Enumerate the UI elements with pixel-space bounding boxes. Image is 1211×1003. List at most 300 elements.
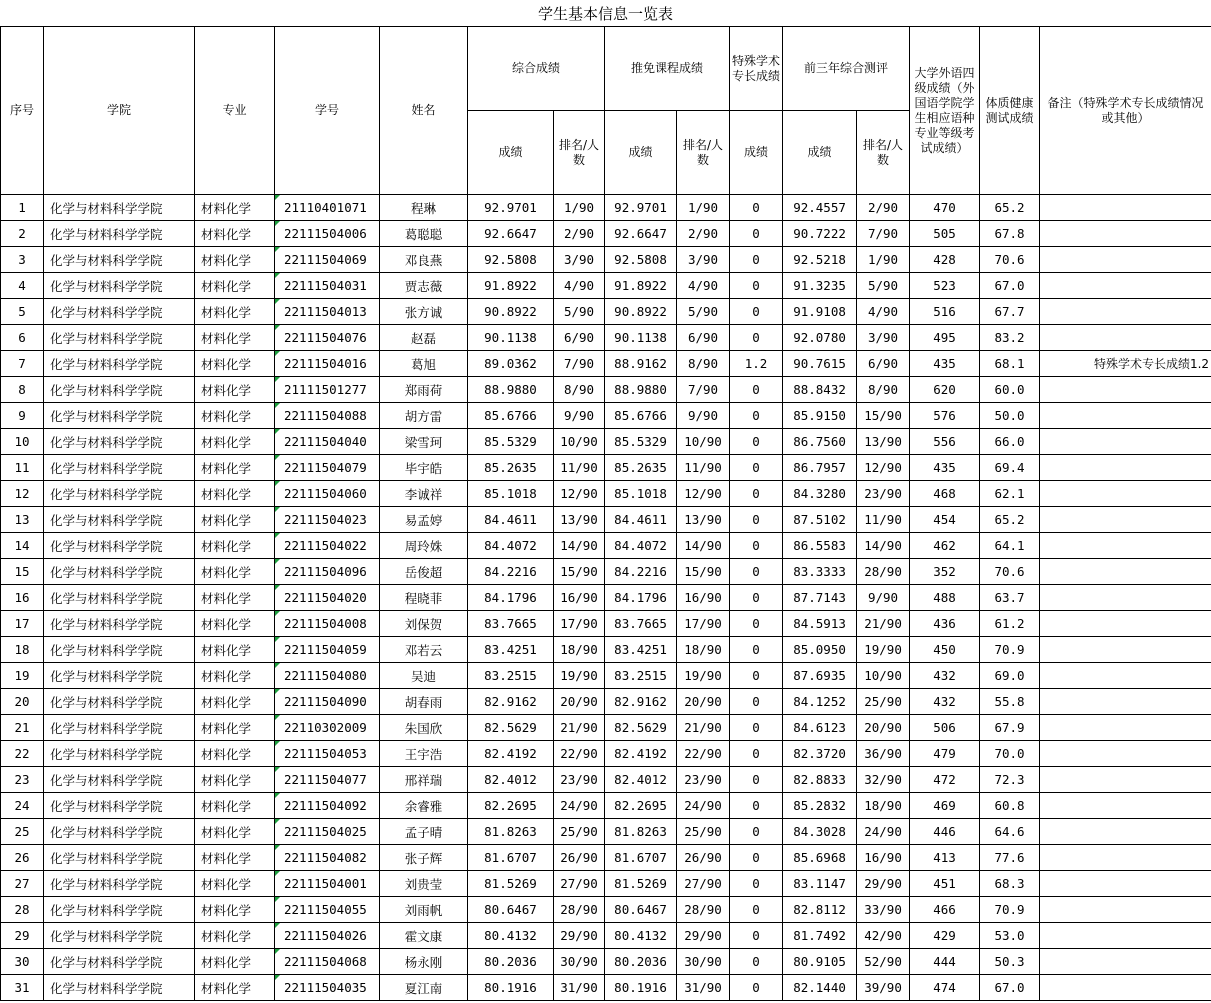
cet4-cell: 468	[910, 481, 980, 507]
name-cell: 胡方雷	[380, 403, 468, 429]
header-major: 专业	[195, 27, 275, 195]
seq-cell: 6	[1, 325, 44, 351]
three-year-score-cell: 83.3333	[783, 559, 857, 585]
special-score-cell: 0	[730, 299, 783, 325]
student-id-cell: 22111504020	[275, 585, 380, 611]
major-cell: 材料化学	[195, 429, 275, 455]
three-year-rank-cell: 8/90	[857, 377, 910, 403]
composite-rank-cell: 9/90	[554, 403, 605, 429]
composite-score-cell: 82.5629	[468, 715, 554, 741]
composite-score-cell: 80.1916	[468, 975, 554, 1001]
student-id-cell: 22111504069	[275, 247, 380, 273]
three-year-score-cell: 81.7492	[783, 923, 857, 949]
special-score-cell: 0	[730, 195, 783, 221]
composite-rank-cell: 27/90	[554, 871, 605, 897]
cet4-cell: 446	[910, 819, 980, 845]
student-id-cell: 21111501277	[275, 377, 380, 403]
table-row	[1, 221, 1211, 247]
student-id-cell: 22111504026	[275, 923, 380, 949]
three-year-score-cell: 82.8112	[783, 897, 857, 923]
table-row	[1, 429, 1211, 455]
composite-rank-cell: 3/90	[554, 247, 605, 273]
cet4-cell: 576	[910, 403, 980, 429]
student-id-cell: 22111504088	[275, 403, 380, 429]
major-cell: 材料化学	[195, 663, 275, 689]
three-year-rank-cell: 29/90	[857, 871, 910, 897]
health-cell: 67.7	[980, 299, 1040, 325]
major-cell: 材料化学	[195, 221, 275, 247]
header-three-year: 前三年综合测评	[783, 27, 910, 111]
three-year-rank-cell: 14/90	[857, 533, 910, 559]
college-cell: 化学与材料科学学院	[44, 897, 195, 923]
cet4-cell: 432	[910, 689, 980, 715]
three-year-score-cell: 88.8432	[783, 377, 857, 403]
recommended-rank-cell: 18/90	[677, 637, 730, 663]
three-year-rank-cell: 32/90	[857, 767, 910, 793]
major-cell: 材料化学	[195, 819, 275, 845]
cet4-cell: 451	[910, 871, 980, 897]
health-cell: 64.6	[980, 819, 1040, 845]
table-row	[1, 949, 1211, 975]
college-cell: 化学与材料科学学院	[44, 533, 195, 559]
college-cell: 化学与材料科学学院	[44, 663, 195, 689]
three-year-rank-cell: 42/90	[857, 923, 910, 949]
table-row	[1, 923, 1211, 949]
name-cell: 王宇浩	[380, 741, 468, 767]
table-row	[1, 975, 1211, 1001]
seq-cell: 1	[1, 195, 44, 221]
major-cell: 材料化学	[195, 949, 275, 975]
table-row	[1, 299, 1211, 325]
name-cell: 岳俊超	[380, 559, 468, 585]
college-cell: 化学与材料科学学院	[44, 403, 195, 429]
recommended-rank-cell: 3/90	[677, 247, 730, 273]
three-year-rank-cell: 20/90	[857, 715, 910, 741]
table-row	[1, 871, 1211, 897]
college-cell: 化学与材料科学学院	[44, 585, 195, 611]
three-year-score-cell: 84.6123	[783, 715, 857, 741]
student-id-cell: 22110302009	[275, 715, 380, 741]
table-row	[1, 637, 1211, 663]
three-year-rank-cell: 4/90	[857, 299, 910, 325]
remark-cell	[1040, 689, 1211, 715]
three-year-score-cell: 82.8833	[783, 767, 857, 793]
composite-rank-cell: 10/90	[554, 429, 605, 455]
student-id-cell: 22111504079	[275, 455, 380, 481]
table-row	[1, 481, 1211, 507]
composite-rank-cell: 29/90	[554, 923, 605, 949]
special-score-cell: 0	[730, 715, 783, 741]
recommended-score-cell: 82.4012	[605, 767, 677, 793]
three-year-score-cell: 85.0950	[783, 637, 857, 663]
remark-cell	[1040, 481, 1211, 507]
recommended-score-cell: 88.9880	[605, 377, 677, 403]
recommended-score-cell: 80.1916	[605, 975, 677, 1001]
health-cell: 69.0	[980, 663, 1040, 689]
composite-rank-cell: 6/90	[554, 325, 605, 351]
composite-score-cell: 83.2515	[468, 663, 554, 689]
header-seq: 序号	[1, 27, 44, 195]
remark-cell	[1040, 793, 1211, 819]
recommended-rank-cell: 25/90	[677, 819, 730, 845]
name-cell: 夏江南	[380, 975, 468, 1001]
recommended-score-cell: 81.6707	[605, 845, 677, 871]
major-cell: 材料化学	[195, 247, 275, 273]
remark-cell	[1040, 585, 1211, 611]
special-score-cell: 0	[730, 455, 783, 481]
recommended-score-cell: 84.1796	[605, 585, 677, 611]
health-cell: 67.9	[980, 715, 1040, 741]
header-remark: 备注（特殊学术专长成绩情况或其他）	[1040, 27, 1211, 195]
remark-cell	[1040, 195, 1211, 221]
student-id-cell: 22111504053	[275, 741, 380, 767]
remark-cell	[1040, 325, 1211, 351]
cet4-cell: 413	[910, 845, 980, 871]
composite-rank-cell: 28/90	[554, 897, 605, 923]
recommended-score-cell: 82.2695	[605, 793, 677, 819]
composite-score-cell: 92.6647	[468, 221, 554, 247]
name-cell: 邓良燕	[380, 247, 468, 273]
composite-rank-cell: 19/90	[554, 663, 605, 689]
recommended-score-cell: 92.9701	[605, 195, 677, 221]
recommended-rank-cell: 24/90	[677, 793, 730, 819]
student-id-cell: 22111504059	[275, 637, 380, 663]
major-cell: 材料化学	[195, 611, 275, 637]
special-score-cell: 0	[730, 221, 783, 247]
college-cell: 化学与材料科学学院	[44, 429, 195, 455]
major-cell: 材料化学	[195, 403, 275, 429]
three-year-rank-cell: 6/90	[857, 351, 910, 377]
three-year-score-cell: 84.3028	[783, 819, 857, 845]
seq-cell: 7	[1, 351, 44, 377]
major-cell: 材料化学	[195, 975, 275, 1001]
three-year-score-cell: 87.5102	[783, 507, 857, 533]
health-cell: 70.9	[980, 637, 1040, 663]
cet4-cell: 436	[910, 611, 980, 637]
student-id-cell: 22111504090	[275, 689, 380, 715]
recommended-rank-cell: 1/90	[677, 195, 730, 221]
three-year-rank-cell: 9/90	[857, 585, 910, 611]
student-id-cell: 22111504077	[275, 767, 380, 793]
health-cell: 61.2	[980, 611, 1040, 637]
recommended-score-cell: 80.2036	[605, 949, 677, 975]
recommended-score-cell: 85.5329	[605, 429, 677, 455]
recommended-score-cell: 80.6467	[605, 897, 677, 923]
header-three-year-rank: 排名/人数	[857, 111, 910, 195]
student-id-cell: 22111504096	[275, 559, 380, 585]
composite-score-cell: 85.2635	[468, 455, 554, 481]
composite-score-cell: 82.4192	[468, 741, 554, 767]
composite-rank-cell: 12/90	[554, 481, 605, 507]
college-cell: 化学与材料科学学院	[44, 715, 195, 741]
header-student-id: 学号	[275, 27, 380, 195]
recommended-rank-cell: 10/90	[677, 429, 730, 455]
name-cell: 朱国欣	[380, 715, 468, 741]
three-year-score-cell: 87.7143	[783, 585, 857, 611]
recommended-rank-cell: 7/90	[677, 377, 730, 403]
recommended-rank-cell: 23/90	[677, 767, 730, 793]
recommended-score-cell: 90.1138	[605, 325, 677, 351]
special-score-cell: 0	[730, 689, 783, 715]
remark-cell	[1040, 273, 1211, 299]
composite-score-cell: 81.8263	[468, 819, 554, 845]
composite-score-cell: 90.8922	[468, 299, 554, 325]
name-cell: 赵磊	[380, 325, 468, 351]
three-year-rank-cell: 12/90	[857, 455, 910, 481]
three-year-rank-cell: 5/90	[857, 273, 910, 299]
composite-score-cell: 91.8922	[468, 273, 554, 299]
name-cell: 程晓菲	[380, 585, 468, 611]
recommended-score-cell: 84.4611	[605, 507, 677, 533]
three-year-rank-cell: 36/90	[857, 741, 910, 767]
college-cell: 化学与材料科学学院	[44, 221, 195, 247]
name-cell: 易孟婷	[380, 507, 468, 533]
major-cell: 材料化学	[195, 923, 275, 949]
composite-score-cell: 85.6766	[468, 403, 554, 429]
composite-score-cell: 92.9701	[468, 195, 554, 221]
cet4-cell: 495	[910, 325, 980, 351]
special-score-cell: 0	[730, 377, 783, 403]
student-id-cell: 21110401071	[275, 195, 380, 221]
remark-cell	[1040, 871, 1211, 897]
student-info-table	[0, 26, 1211, 1001]
student-id-cell: 22111504068	[275, 949, 380, 975]
composite-score-cell: 84.2216	[468, 559, 554, 585]
header-recommended: 推免课程成绩	[605, 27, 730, 111]
special-score-cell: 0	[730, 741, 783, 767]
composite-score-cell: 83.7665	[468, 611, 554, 637]
recommended-rank-cell: 21/90	[677, 715, 730, 741]
name-cell: 霍文康	[380, 923, 468, 949]
table-row	[1, 819, 1211, 845]
cet4-cell: 352	[910, 559, 980, 585]
major-cell: 材料化学	[195, 871, 275, 897]
three-year-rank-cell: 39/90	[857, 975, 910, 1001]
remark-cell	[1040, 429, 1211, 455]
name-cell: 葛旭	[380, 351, 468, 377]
composite-rank-cell: 8/90	[554, 377, 605, 403]
remark-cell	[1040, 403, 1211, 429]
special-score-cell: 0	[730, 871, 783, 897]
cet4-cell: 488	[910, 585, 980, 611]
cet4-cell: 435	[910, 455, 980, 481]
table-row	[1, 897, 1211, 923]
remark-cell	[1040, 533, 1211, 559]
three-year-score-cell: 90.7615	[783, 351, 857, 377]
three-year-rank-cell: 1/90	[857, 247, 910, 273]
recommended-rank-cell: 9/90	[677, 403, 730, 429]
major-cell: 材料化学	[195, 689, 275, 715]
three-year-score-cell: 87.6935	[783, 663, 857, 689]
composite-score-cell: 84.4611	[468, 507, 554, 533]
three-year-score-cell: 85.2832	[783, 793, 857, 819]
seq-cell: 22	[1, 741, 44, 767]
composite-score-cell: 84.1796	[468, 585, 554, 611]
composite-score-cell: 82.4012	[468, 767, 554, 793]
remark-cell	[1040, 819, 1211, 845]
health-cell: 60.8	[980, 793, 1040, 819]
seq-cell: 31	[1, 975, 44, 1001]
three-year-score-cell: 80.9105	[783, 949, 857, 975]
seq-cell: 20	[1, 689, 44, 715]
seq-cell: 4	[1, 273, 44, 299]
name-cell: 张方诚	[380, 299, 468, 325]
student-id-cell: 22111504092	[275, 793, 380, 819]
composite-rank-cell: 16/90	[554, 585, 605, 611]
remark-cell	[1040, 767, 1211, 793]
major-cell: 材料化学	[195, 273, 275, 299]
remark-cell	[1040, 897, 1211, 923]
table-row	[1, 377, 1211, 403]
table-row	[1, 195, 1211, 221]
header-special-score: 成绩	[730, 111, 783, 195]
health-cell: 64.1	[980, 533, 1040, 559]
table-row	[1, 663, 1211, 689]
seq-cell: 11	[1, 455, 44, 481]
composite-score-cell: 84.4072	[468, 533, 554, 559]
seq-cell: 24	[1, 793, 44, 819]
college-cell: 化学与材料科学学院	[44, 741, 195, 767]
seq-cell: 14	[1, 533, 44, 559]
recommended-rank-cell: 27/90	[677, 871, 730, 897]
composite-rank-cell: 11/90	[554, 455, 605, 481]
special-score-cell: 0	[730, 975, 783, 1001]
three-year-score-cell: 86.7957	[783, 455, 857, 481]
composite-score-cell: 88.9880	[468, 377, 554, 403]
health-cell: 70.6	[980, 559, 1040, 585]
name-cell: 刘贵莹	[380, 871, 468, 897]
composite-rank-cell: 18/90	[554, 637, 605, 663]
health-cell: 69.4	[980, 455, 1040, 481]
health-cell: 63.7	[980, 585, 1040, 611]
college-cell: 化学与材料科学学院	[44, 507, 195, 533]
major-cell: 材料化学	[195, 715, 275, 741]
recommended-score-cell: 80.4132	[605, 923, 677, 949]
recommended-score-cell: 92.5808	[605, 247, 677, 273]
name-cell: 张子辉	[380, 845, 468, 871]
table-row	[1, 403, 1211, 429]
recommended-rank-cell: 8/90	[677, 351, 730, 377]
composite-rank-cell: 14/90	[554, 533, 605, 559]
three-year-rank-cell: 19/90	[857, 637, 910, 663]
recommended-rank-cell: 29/90	[677, 923, 730, 949]
three-year-rank-cell: 16/90	[857, 845, 910, 871]
major-cell: 材料化学	[195, 741, 275, 767]
recommended-score-cell: 85.6766	[605, 403, 677, 429]
remark-cell	[1040, 299, 1211, 325]
recommended-score-cell: 81.5269	[605, 871, 677, 897]
name-cell: 孟子晴	[380, 819, 468, 845]
cet4-cell: 472	[910, 767, 980, 793]
cet4-cell: 620	[910, 377, 980, 403]
name-cell: 程琳	[380, 195, 468, 221]
table-row	[1, 559, 1211, 585]
college-cell: 化学与材料科学学院	[44, 871, 195, 897]
seq-cell: 19	[1, 663, 44, 689]
name-cell: 杨永刚	[380, 949, 468, 975]
student-id-cell: 22111504013	[275, 299, 380, 325]
student-id-cell: 22111504025	[275, 819, 380, 845]
name-cell: 毕宇皓	[380, 455, 468, 481]
table-body	[1, 195, 1211, 1001]
special-score-cell: 0	[730, 273, 783, 299]
major-cell: 材料化学	[195, 351, 275, 377]
composite-rank-cell: 26/90	[554, 845, 605, 871]
special-score-cell: 0	[730, 923, 783, 949]
composite-rank-cell: 20/90	[554, 689, 605, 715]
header-three-year-score: 成绩	[783, 111, 857, 195]
composite-score-cell: 82.2695	[468, 793, 554, 819]
special-score-cell: 0	[730, 585, 783, 611]
header-health: 体质健康测试成绩	[980, 27, 1040, 195]
special-score-cell: 0	[730, 247, 783, 273]
table-row	[1, 507, 1211, 533]
college-cell: 化学与材料科学学院	[44, 247, 195, 273]
college-cell: 化学与材料科学学院	[44, 923, 195, 949]
recommended-rank-cell: 5/90	[677, 299, 730, 325]
health-cell: 77.6	[980, 845, 1040, 871]
composite-score-cell: 85.5329	[468, 429, 554, 455]
college-cell: 化学与材料科学学院	[44, 819, 195, 845]
health-cell: 67.0	[980, 975, 1040, 1001]
health-cell: 67.0	[980, 273, 1040, 299]
recommended-score-cell: 88.9162	[605, 351, 677, 377]
college-cell: 化学与材料科学学院	[44, 975, 195, 1001]
cet4-cell: 516	[910, 299, 980, 325]
cet4-cell: 462	[910, 533, 980, 559]
special-score-cell: 0	[730, 481, 783, 507]
three-year-rank-cell: 15/90	[857, 403, 910, 429]
name-cell: 周玲姝	[380, 533, 468, 559]
three-year-rank-cell: 3/90	[857, 325, 910, 351]
header-cet4: 大学外语四级成绩（外国语学院学生相应语种专业等级考试成绩）	[910, 27, 980, 195]
header-recommended-rank: 排名/人数	[677, 111, 730, 195]
seq-cell: 18	[1, 637, 44, 663]
name-cell: 余睿雅	[380, 793, 468, 819]
seq-cell: 17	[1, 611, 44, 637]
recommended-rank-cell: 12/90	[677, 481, 730, 507]
recommended-rank-cell: 4/90	[677, 273, 730, 299]
seq-cell: 10	[1, 429, 44, 455]
student-id-cell: 22111504060	[275, 481, 380, 507]
student-id-cell: 22111504040	[275, 429, 380, 455]
three-year-rank-cell: 52/90	[857, 949, 910, 975]
composite-score-cell: 80.6467	[468, 897, 554, 923]
header-composite: 综合成绩	[468, 27, 605, 111]
special-score-cell: 0	[730, 949, 783, 975]
seq-cell: 13	[1, 507, 44, 533]
cet4-cell: 429	[910, 923, 980, 949]
health-cell: 62.1	[980, 481, 1040, 507]
recommended-score-cell: 84.4072	[605, 533, 677, 559]
health-cell: 65.2	[980, 507, 1040, 533]
three-year-score-cell: 91.9108	[783, 299, 857, 325]
seq-cell: 15	[1, 559, 44, 585]
composite-rank-cell: 25/90	[554, 819, 605, 845]
composite-rank-cell: 5/90	[554, 299, 605, 325]
three-year-rank-cell: 11/90	[857, 507, 910, 533]
seq-cell: 12	[1, 481, 44, 507]
table-row	[1, 585, 1211, 611]
composite-score-cell: 82.9162	[468, 689, 554, 715]
recommended-score-cell: 85.1018	[605, 481, 677, 507]
three-year-score-cell: 86.5583	[783, 533, 857, 559]
recommended-rank-cell: 30/90	[677, 949, 730, 975]
table-row	[1, 689, 1211, 715]
table-row	[1, 455, 1211, 481]
college-cell: 化学与材料科学学院	[44, 845, 195, 871]
cet4-cell: 479	[910, 741, 980, 767]
